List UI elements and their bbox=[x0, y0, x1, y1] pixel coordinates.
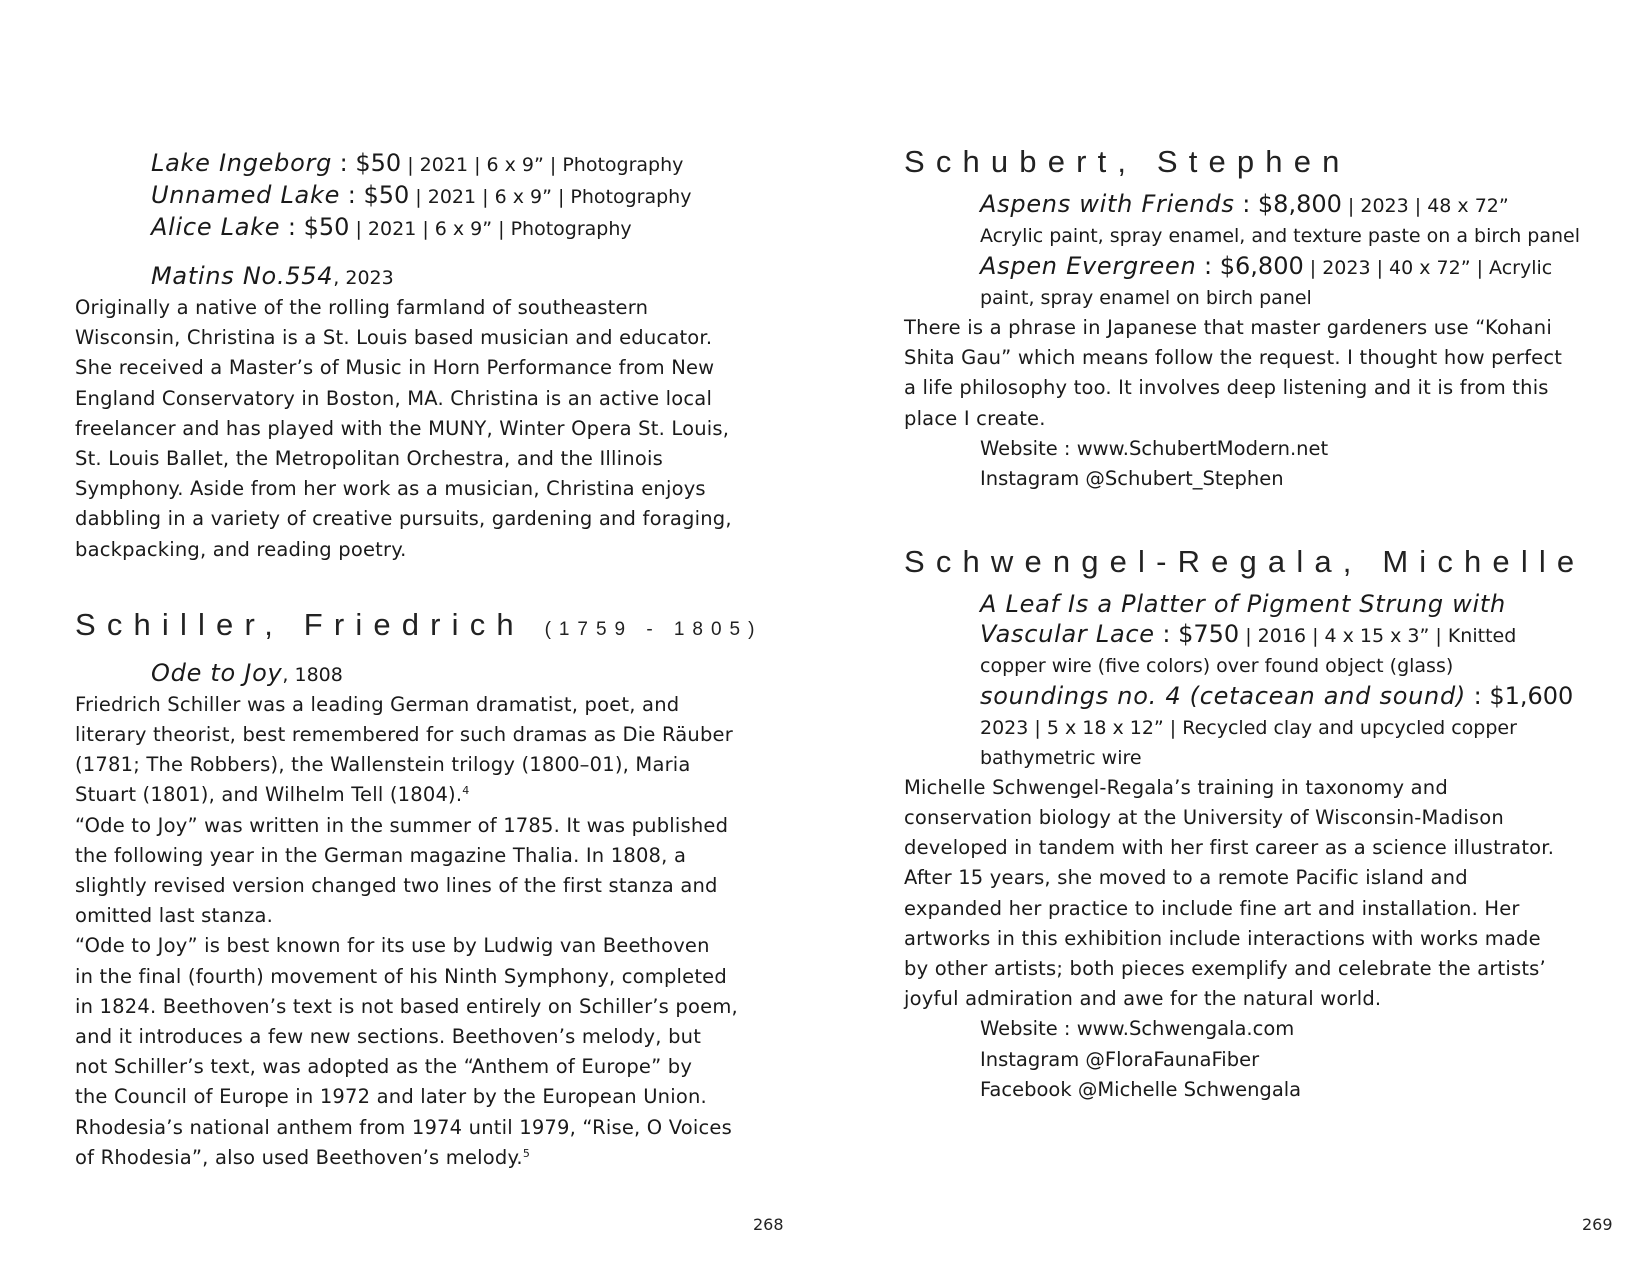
body-line: in 1824. Beethoven’s text is not based entirely on Schiller’s poem, bbox=[75, 994, 738, 1018]
instagram-handle[interactable]: Instagram @Schubert_Stephen bbox=[980, 467, 1284, 491]
body-line bbox=[75, 1143, 765, 1173]
bio-line: St. Louis Ballet, the Metropolitan Orchestra, and the Illinois bbox=[75, 447, 663, 471]
artwork-list-lakes bbox=[75, 148, 765, 244]
bio-line: There is a phrase in Japanese that master gardeners use “Kohani bbox=[904, 316, 1552, 339]
artwork-year: , 1808 bbox=[282, 663, 343, 686]
artwork-medium: bathymetric wire bbox=[980, 746, 1142, 769]
artwork-title: Lake Ingeborg bbox=[151, 149, 333, 177]
artwork-entry bbox=[75, 180, 765, 212]
body-line: Rhodesia’s national anthem from 1974 until 1979, “Rise, O Voices bbox=[75, 1115, 732, 1139]
bio-line: dabbling in a variety of creative pursuits, gardening and foraging, bbox=[75, 507, 732, 531]
schwengel-bio bbox=[904, 773, 1614, 1015]
artwork-title: Aspen Evergreen bbox=[980, 252, 1197, 280]
bio-line: place I create. bbox=[904, 406, 1046, 430]
body-line: omitted last stanza. bbox=[75, 904, 273, 928]
artwork-entry-soundings bbox=[904, 681, 1614, 773]
bio-line: Symphony. Aside from her work as a musician, Christina enjoys bbox=[75, 477, 706, 501]
artist-name: Schiller, Friedrich bbox=[75, 606, 525, 642]
body-line: in the final (fourth) movement of his Ninth Symphony, completed bbox=[75, 964, 727, 988]
artwork-title: Matins No.554 bbox=[151, 262, 334, 290]
bio-line: England Conservatory in Boston, MA. Christina is an active local bbox=[75, 386, 713, 410]
bio-line: Originally a native of the rolling farmland of southeastern bbox=[75, 296, 649, 319]
bio-line: Shita Gau” which means follow the request. I thought how perfect bbox=[904, 346, 1563, 370]
artwork-year: , 2023 bbox=[333, 267, 394, 289]
body-line: the following year in the German magazine Thalia. In 1808, a bbox=[75, 843, 687, 867]
bio-line: joyful admiration and awe for the natural world. bbox=[904, 987, 1382, 1011]
artwork-entry bbox=[75, 148, 765, 180]
artwork-details: | 2023 | 48 x 72” bbox=[1341, 195, 1509, 217]
artwork-title: A Leaf Is a Platter of Pigment Strung with bbox=[980, 589, 1506, 618]
body-line: the Council of Europe in 1972 and later by the European Union. bbox=[75, 1085, 707, 1109]
artwork-entry-ode bbox=[75, 658, 765, 690]
page-number: 268 bbox=[753, 1215, 784, 1234]
body-line: “Ode to Joy” was written in the summer of 1785. It was published bbox=[75, 813, 729, 837]
schubert-bio bbox=[904, 313, 1614, 434]
artwork-title: Ode to Joy bbox=[151, 658, 283, 687]
right-page bbox=[825, 0, 1650, 1275]
website-link[interactable]: Website : www.Schwengala.com bbox=[980, 1017, 1295, 1041]
artwork-details: | 2016 | 4 x 15 x 3” | Knitted bbox=[1239, 624, 1517, 647]
bio-line: She received a Master’s of Music in Horn Performance from New bbox=[75, 356, 715, 380]
artist-heading-schwengel bbox=[904, 540, 1614, 584]
artist-name: Schwengel-Regala, Michelle bbox=[904, 543, 1586, 579]
footnote-marker: 4 bbox=[462, 784, 470, 798]
bio-line: expanded her practice to include fine art and installation. Her bbox=[904, 896, 1520, 920]
bio-line: freelancer and has played with the MUNY, Winter Opera St. Louis, bbox=[75, 416, 730, 440]
artist-heading-schiller bbox=[75, 603, 765, 652]
body-line: Friedrich Schiller was a leading German dramatist, poet, and bbox=[75, 692, 680, 716]
bio-line: After 15 years, she moved to a remote Pacific island and bbox=[904, 866, 1468, 890]
artwork-medium: Acrylic paint, spray enamel, and texture paste on a birch panel bbox=[980, 225, 1580, 247]
artwork-details: 2023 | 5 x 18 x 12” | Recycled clay and upcycled copper bbox=[980, 716, 1517, 739]
artwork-details: | 2021 | 6 x 9” | Photography bbox=[409, 186, 692, 208]
bio-line: developed in tandem with her first career as a science illustrator. bbox=[904, 836, 1555, 860]
body-line: not Schiller’s text, was adopted as the “Anthem of Europe” by bbox=[75, 1055, 693, 1079]
body-line: (1781; The Robbers), the Wallenstein trilogy (1800–01), Maria bbox=[75, 753, 691, 777]
artwork-title: Alice Lake bbox=[151, 213, 281, 241]
bio-line: backpacking, and reading poetry. bbox=[75, 537, 407, 561]
artwork-entry-leaf bbox=[904, 589, 1614, 681]
artwork-entry-evergreen bbox=[904, 251, 1614, 313]
instagram-handle[interactable]: Instagram @FloraFaunaFiber bbox=[980, 1047, 1260, 1071]
artwork-medium: copper wire (five colors) over found object (glass) bbox=[980, 654, 1454, 677]
bio-line: Michelle Schwengel-Regala’s training in taxonomy and bbox=[904, 775, 1448, 799]
footnote-marker: 5 bbox=[522, 1146, 531, 1160]
artwork-details: | 2021 | 6 x 9” | Photography bbox=[401, 154, 684, 176]
bio-line: Wisconsin, Christina is a St. Louis based musician and educator. bbox=[75, 326, 713, 350]
artwork-price: : $750 bbox=[1154, 619, 1240, 648]
artwork-entry-aspens bbox=[904, 189, 1614, 251]
page-number: 269 bbox=[1582, 1215, 1613, 1234]
schiller-paragraph-1 bbox=[75, 690, 765, 811]
artwork-price: : $50 bbox=[332, 149, 402, 177]
right-column bbox=[904, 140, 1614, 1106]
artist-dates: (1759 - 1805) bbox=[544, 618, 763, 640]
artist-name: Schubert, Stephen bbox=[904, 144, 1351, 179]
body-line bbox=[75, 780, 765, 810]
artwork-price: : $6,800 bbox=[1196, 252, 1304, 280]
body-line: and it introduces a few new sections. Beethoven’s melody, but bbox=[75, 1025, 702, 1049]
body-line: slightly revised version changed two lines of the first stanza and bbox=[75, 874, 718, 898]
artwork-title: Unnamed Lake bbox=[151, 181, 341, 209]
artwork-price: : $50 bbox=[340, 181, 410, 209]
bio-line: a life philosophy too. It involves deep listening and it is from this bbox=[904, 376, 1549, 400]
artwork-entry bbox=[75, 212, 765, 244]
bio-line: artworks in this exhibition include interactions with works made bbox=[904, 926, 1541, 950]
artwork-price: : $8,800 bbox=[1234, 190, 1342, 218]
artwork-details: | 2023 | 40 x 72” | Acrylic bbox=[1303, 257, 1553, 279]
christina-bio bbox=[75, 293, 765, 565]
artwork-entry-matins bbox=[75, 261, 765, 293]
facebook-handle[interactable]: Facebook @Michelle Schwengala bbox=[980, 1078, 1302, 1102]
body-line: “Ode to Joy” is best known for its use by Ludwig van Beethoven bbox=[75, 934, 710, 958]
artwork-title: Aspens with Friends bbox=[980, 190, 1235, 218]
body-text: Stuart (1801), and Wilhelm Tell (1804). bbox=[75, 783, 463, 807]
artwork-medium: paint, spray enamel on birch panel bbox=[980, 287, 1312, 309]
bio-line: conservation biology at the University of Wisconsin-Madison bbox=[904, 806, 1504, 830]
artwork-price: : $50 bbox=[280, 213, 350, 241]
body-text: of Rhodesia”, also used Beethoven’s melody. bbox=[75, 1145, 523, 1169]
schiller-paragraph-2 bbox=[75, 811, 765, 932]
website-link[interactable]: Website : www.SchubertModern.net bbox=[980, 436, 1329, 460]
schiller-paragraph-3 bbox=[75, 931, 765, 1173]
bio-line: by other artists; both pieces exemplify and celebrate the artists’ bbox=[904, 957, 1546, 981]
artwork-price: : $1,600 bbox=[1466, 681, 1574, 710]
artist-heading-schubert bbox=[904, 140, 1614, 184]
left-column bbox=[75, 148, 765, 1173]
body-line: literary theorist, best remembered for such dramas as Die Räuber bbox=[75, 723, 733, 747]
artwork-title: soundings no. 4 (cetacean and sound) bbox=[980, 681, 1466, 710]
artwork-details: | 2021 | 6 x 9” | Photography bbox=[349, 218, 632, 240]
artwork-title-cont: Vascular Lace bbox=[980, 619, 1155, 648]
